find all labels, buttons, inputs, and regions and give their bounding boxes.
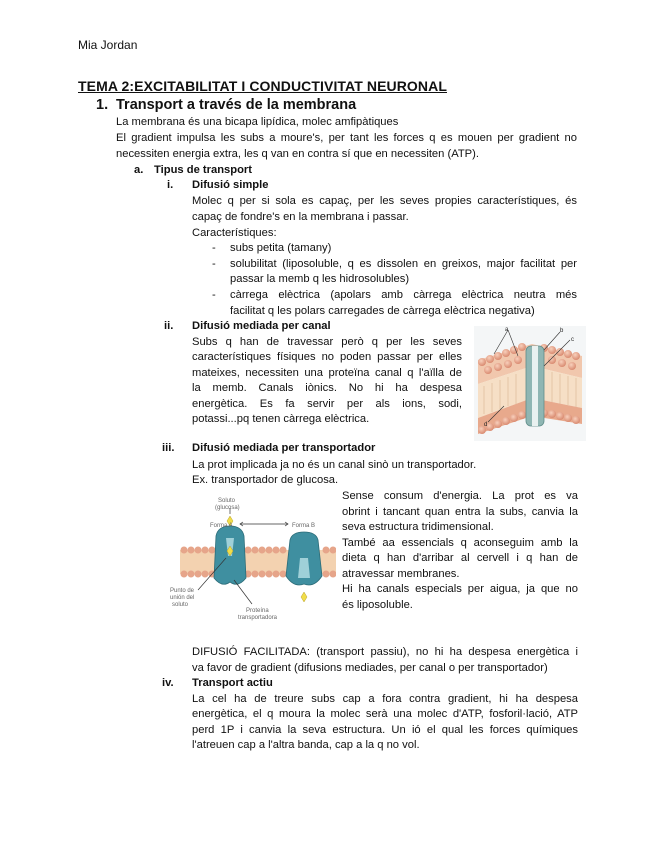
item-line: La cel ha de treure subs cap a fora contra gradient, hi ha despesa	[192, 693, 578, 705]
side-line: atravessar membranes.	[342, 568, 460, 580]
bullet-dash: -	[212, 289, 216, 301]
item-line: Molec q per si sola es capaç, per les seves propies característiques, és	[192, 195, 577, 207]
bullet-line: subs petita (tamany)	[230, 242, 332, 254]
side-line: és liposoluble.	[342, 599, 413, 611]
item-line: l'atreuen cap a l'altra banda, cap a la q no vol.	[192, 739, 420, 751]
bullet-line: facilitat q les polars carregades de càrrega elèctrica negativa)	[230, 305, 535, 317]
section-heading: Transport a través de la membrana	[116, 97, 357, 113]
author-name: Mia Jordan	[78, 38, 138, 52]
section-line: La membrana és una bicapa lipídica, molec amfipàtiques	[116, 116, 399, 128]
bullet-dash: -	[212, 242, 216, 254]
figure-label: transportadora	[238, 615, 278, 621]
item-marker: i.	[167, 179, 174, 191]
figure-label: Forma A	[210, 523, 233, 529]
item-line: potassi...pq tenen càrrega elèctrica.	[192, 413, 370, 425]
item-line: mateixes, necessiten una proteïna canal q l'aïlla de	[192, 367, 462, 379]
figure-label: soluto	[172, 602, 189, 608]
item-heading: Difusió mediada per transportador	[192, 442, 376, 454]
side-line: Sense consum d'energia. La prot es va	[342, 490, 578, 502]
item-heading: Transport actiu	[192, 677, 273, 689]
item-heading: Difusió mediada per canal	[192, 320, 331, 332]
item-line: Ex. transportador de glucosa.	[192, 474, 339, 486]
figure-label: (glucosa)	[215, 505, 240, 511]
side-line: Hi ha canals especials per aigua, ja que no	[342, 583, 578, 595]
figure-label: c	[571, 337, 574, 343]
figure-label: b	[560, 328, 564, 334]
section-number: 1.	[96, 97, 109, 113]
ion-channel-figure	[474, 326, 586, 441]
facilitated-line: va favor de gradient (difusions mediades, per canal o per transportador)	[192, 662, 548, 674]
figure-label: d	[484, 422, 488, 428]
item-line: La prot implicada ja no és un canal sinò un transportador.	[192, 459, 477, 471]
figure-label: Forma B	[292, 523, 316, 529]
subsection-marker: a.	[134, 164, 144, 176]
side-line: seva estructura tridimensional.	[342, 521, 494, 533]
transporter-figure	[168, 496, 336, 624]
bullet-dash: -	[212, 258, 216, 270]
item-line: la memb. Canals iònics. No hi ha despesa	[192, 382, 462, 394]
item-line: energètica. Es fa servir per als ions, sodi,	[192, 398, 462, 410]
item-line: característiques físiques no poden passar per elles	[192, 351, 462, 363]
item-line: perd 1P i canvia la seva estructura. Un ió el qual les forces químiques	[192, 724, 578, 736]
side-line: També aa essencials q aconseguim amb la	[342, 537, 578, 549]
item-line: Subs q han de travessar però q per les seves	[192, 336, 462, 348]
figure-label: Soluto	[218, 498, 236, 504]
item-marker: iv.	[162, 677, 174, 689]
item-line: Característiques:	[192, 227, 277, 239]
item-heading: Difusió simple	[192, 179, 269, 191]
document-title: TEMA 2:EXCITABILITAT I CONDUCTIVITAT NEURONAL	[78, 78, 447, 94]
bullet-line: càrrega elèctrica (apolars amb càrrega elèctrica neutra més	[230, 289, 577, 301]
section-line: necessiten energia extra, les q van en contra sí que en necessiten (ATP).	[116, 148, 479, 160]
bullet-line: passar la memb q les hidrosolubles)	[230, 273, 410, 285]
bullet-line: solubilitat (liposoluble, q es dissolen en greixos, major facilitat per	[230, 258, 577, 270]
figure-label: unión del	[170, 595, 195, 601]
subsection-heading: Tipus de transport	[154, 164, 253, 176]
item-line: capaç de fondre's en la membrana i passar.	[192, 211, 409, 223]
facilitated-line: DIFUSIÓ FACILITADA: (transport passiu), no hi ha despesa energètica i	[192, 646, 578, 658]
side-line: obrint i tancant quan entra la subs, canvia la	[342, 506, 578, 518]
figure-label: Proteína	[246, 608, 269, 614]
side-line: dieta q han d'arribar al cervell i q han de	[342, 552, 578, 564]
figure-label: Punto de	[170, 588, 195, 594]
item-line: energètica, el q moura la molec serà una molec d'ATP, fosforil·lació, ATP	[192, 708, 578, 720]
item-marker: ii.	[164, 320, 174, 332]
item-marker: iii.	[162, 442, 175, 454]
section-line: El gradient impulsa les subs a moure's, per tant les forces q es mouen per gradient no	[116, 132, 577, 144]
figure-label: a	[505, 327, 509, 333]
